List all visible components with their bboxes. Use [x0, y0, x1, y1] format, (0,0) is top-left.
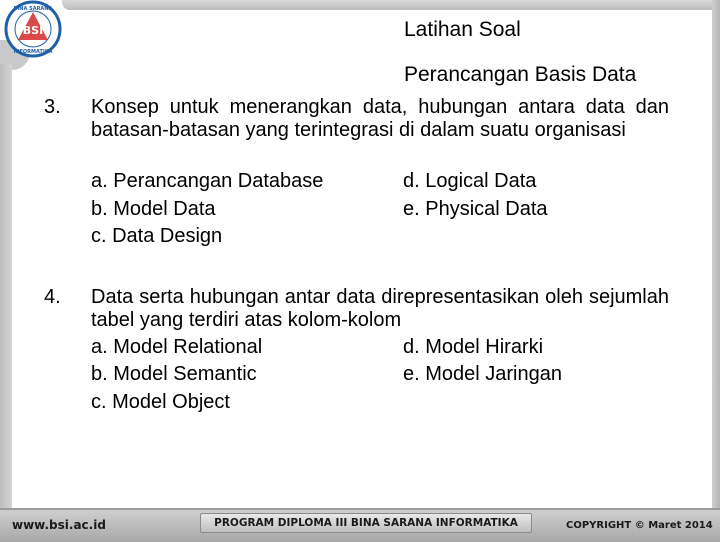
option-a: a. Perancangan Database	[91, 170, 324, 192]
footer-url: www.bsi.ac.id	[12, 518, 106, 532]
option-c: c. Data Design	[91, 225, 223, 247]
footer-bar	[0, 508, 720, 542]
footer-copyright: COPYRIGHT © Maret 2014	[566, 520, 713, 531]
option-c: c. Model Object	[91, 391, 230, 413]
slide-title: Latihan Soal	[404, 18, 521, 41]
option-a: a. Model Relational	[91, 336, 263, 358]
question-text: Konsep untuk menerangkan data, hubungan antara data dan batasan-batasan yang terintegrasi di dalam suatu organisasi	[91, 96, 669, 141]
slide-subtitle: Perancangan Basis Data	[404, 63, 637, 86]
frame-top-bar	[62, 0, 720, 10]
question-number: 4.	[44, 286, 61, 308]
svg-text:BINA SARANA: BINA SARANA	[13, 6, 53, 12]
option-e: e. Model Jaringan	[403, 363, 562, 385]
option-d: d. Logical Data	[403, 170, 537, 192]
question-number: 3.	[44, 96, 61, 118]
question-text: Data serta hubungan antar data direpresentasikan oleh sejumlah tabel yang terdiri atas kolom-kolom	[91, 286, 669, 331]
option-b: b. Model Data	[91, 198, 216, 220]
bsi-logo	[4, 0, 62, 58]
frame-left-bar	[0, 64, 12, 510]
footer-program-label: PROGRAM DIPLOMA III BINA SARANA INFORMATIKA	[200, 513, 532, 533]
option-d: d. Model Hirarki	[403, 336, 544, 358]
svg-text:BSI: BSI	[22, 24, 44, 37]
svg-text:INFORMATIKA: INFORMATIKA	[13, 49, 53, 55]
frame-right-bar	[712, 0, 720, 510]
option-b: b. Model Semantic	[91, 363, 257, 385]
option-e: e. Physical Data	[403, 198, 548, 220]
